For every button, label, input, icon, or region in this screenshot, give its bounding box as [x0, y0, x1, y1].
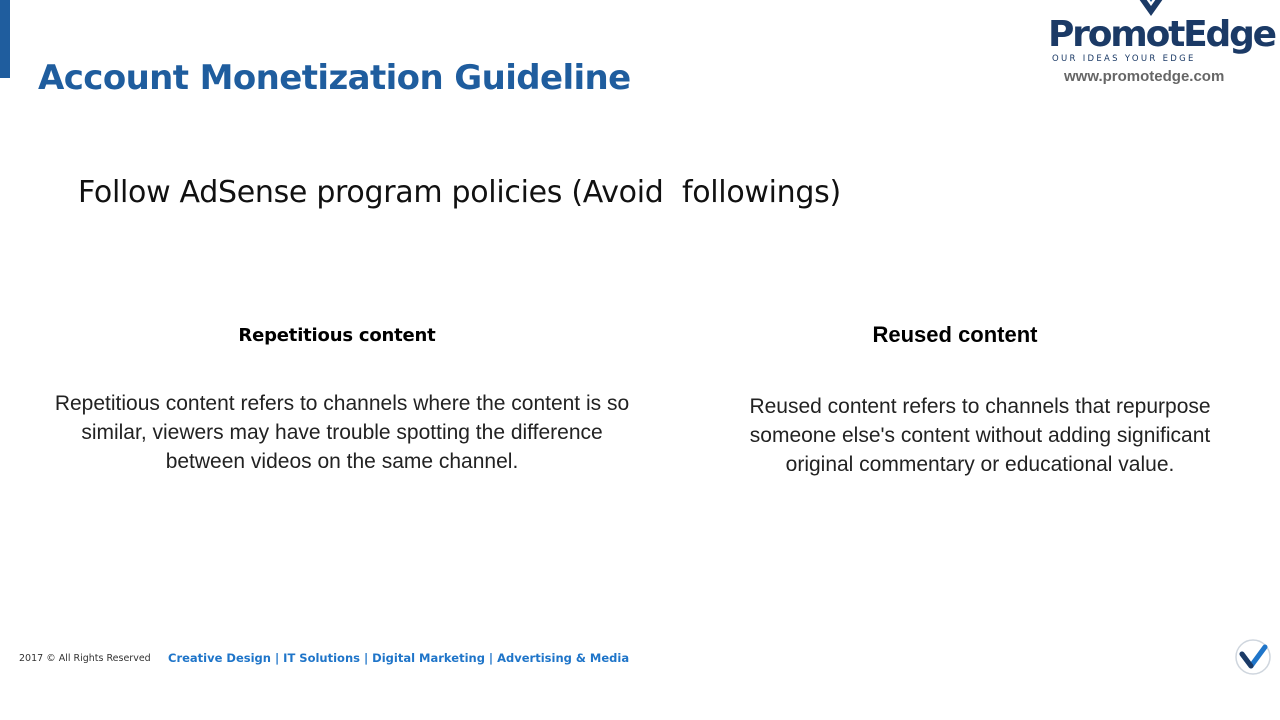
slide-subtitle: Follow AdSense program policies (Avoid followings) — [78, 175, 841, 210]
logo-tagline: OUR IDEAS YOUR EDGE — [1052, 54, 1196, 64]
repetitious-content-section — [52, 322, 632, 476]
footer-services: Creative Design | IT Solutions | Digital Marketing | Advertising & Media — [168, 651, 630, 665]
title-accent-bar — [0, 0, 10, 78]
section-body: Repetitious content refers to channels where the content is so similar, viewers may have trouble spotting the difference between videos on the same channel. — [54, 392, 630, 473]
checkmark-badge-icon — [1234, 638, 1272, 676]
page-title: Account Monetization Guideline — [38, 58, 631, 98]
reused-content-section — [720, 322, 1240, 479]
section-body: Reused content refers to channels that repurpose someone else's content without adding significant original commentary or educational value. — [749, 395, 1211, 476]
promotedge-logo — [1040, 0, 1275, 95]
footer-copyright: 2017 © All Rights Reserved — [19, 653, 151, 664]
logo-website-url: www.promotedge.com — [1064, 68, 1225, 85]
section-heading: Repetitious content — [238, 325, 436, 346]
logo-wordmark: PromotEdge — [1048, 14, 1275, 55]
section-heading: Reused content — [872, 322, 1038, 347]
